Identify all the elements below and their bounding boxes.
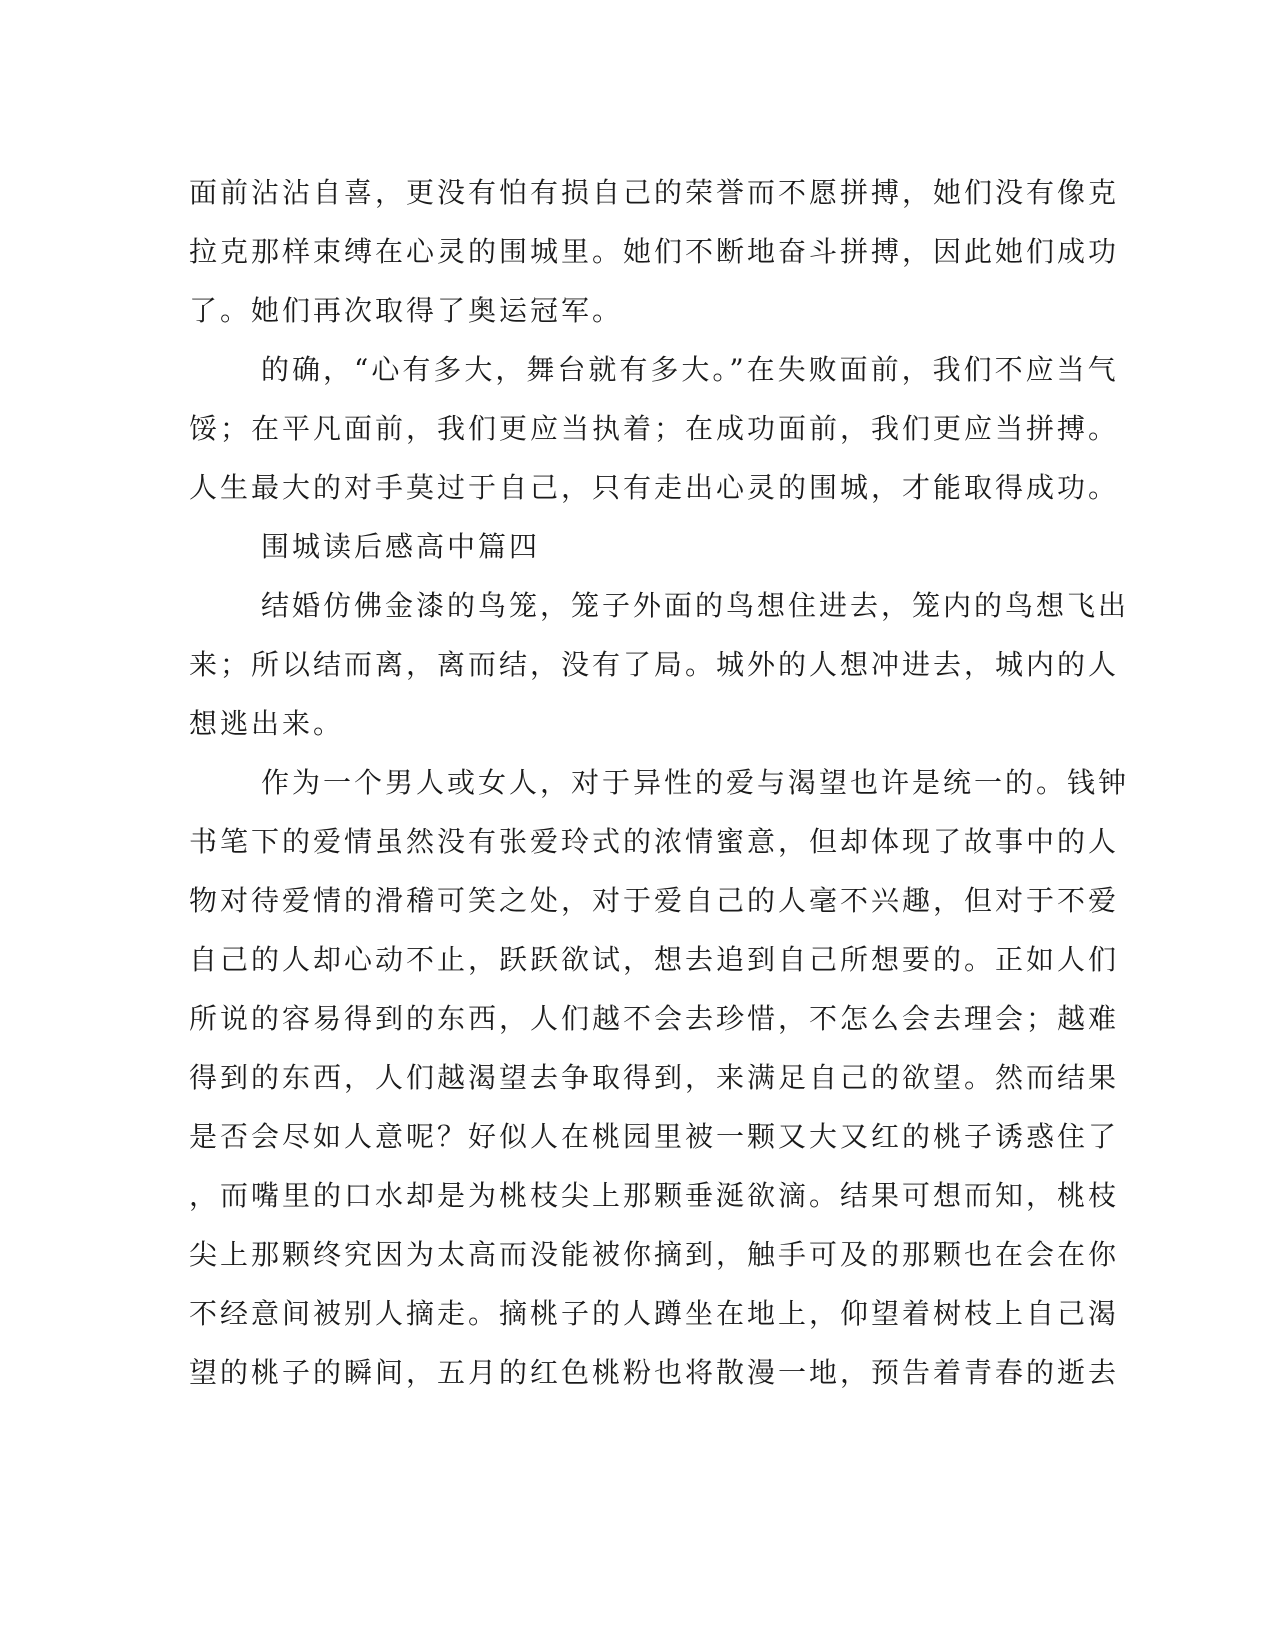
text-line: 作为一个男人或女人，对于异性的爱与渴望也许是统一的。钱钟 xyxy=(261,766,1130,799)
text-line: 了。她们再次取得了奥运冠军。 xyxy=(189,294,624,327)
text-line: 望的桃子的瞬间，五月的红色桃粉也将散漫一地，预告着青春的逝去 xyxy=(189,1356,1120,1389)
text-line: 拉克那样束缚在心灵的围城里。她们不断地奋斗拼搏，因此她们成功 xyxy=(189,235,1120,268)
text-line: 想逃出来。 xyxy=(189,707,345,740)
text-line: 馁；在平凡面前，我们更应当执着；在成功面前，我们更应当拼搏。 xyxy=(189,412,1120,445)
text-line: 的确，“心有多大，舞台就有多大。”在失败面前，我们不应当气 xyxy=(261,353,1119,386)
text-line: 来；所以结而离，离而结，没有了局。城外的人想冲进去，城内的人 xyxy=(189,648,1120,681)
text-line: 所说的容易得到的东西，人们越不会去珍惜，不怎么会去理会；越难 xyxy=(189,1002,1120,1035)
text-line: ，而嘴里的口水却是为桃枝尖上那颗垂涎欲滴。结果可想而知，桃枝 xyxy=(189,1179,1120,1212)
section-heading: 围城读后感高中篇四 xyxy=(261,530,541,563)
body-text xyxy=(189,163,1130,1402)
text-line: 人生最大的对手莫过于自己，只有走出心灵的围城，才能取得成功。 xyxy=(189,471,1120,504)
text-line: 尖上那颗终究因为太高而没能被你摘到，触手可及的那颗也在会在你 xyxy=(189,1238,1120,1271)
text-line: 自己的人却心动不止，跃跃欲试，想去追到自己所想要的。正如人们 xyxy=(189,943,1120,976)
text-line: 书笔下的爱情虽然没有张爱玲式的浓情蜜意，但却体现了故事中的人 xyxy=(189,825,1120,858)
text-line: 物对待爱情的滑稽可笑之处，对于爱自己的人毫不兴趣，但对于不爱 xyxy=(189,884,1120,917)
text-line: 不经意间被别人摘走。摘桃子的人蹲坐在地上，仰望着树枝上自己渴 xyxy=(189,1297,1120,1330)
text-line: 结婚仿佛金漆的鸟笼，笼子外面的鸟想住进去，笼内的鸟想飞出 xyxy=(261,589,1130,622)
text-line: 面前沾沾自喜，更没有怕有损自己的荣誉而不愿拼搏，她们没有像克 xyxy=(189,176,1120,209)
text-line: 得到的东西，人们越渴望去争取得到，来满足自己的欲望。然而结果 xyxy=(189,1061,1120,1094)
text-line: 是否会尽如人意呢？好似人在桃园里被一颗又大又红的桃子诱惑住了 xyxy=(189,1120,1120,1153)
